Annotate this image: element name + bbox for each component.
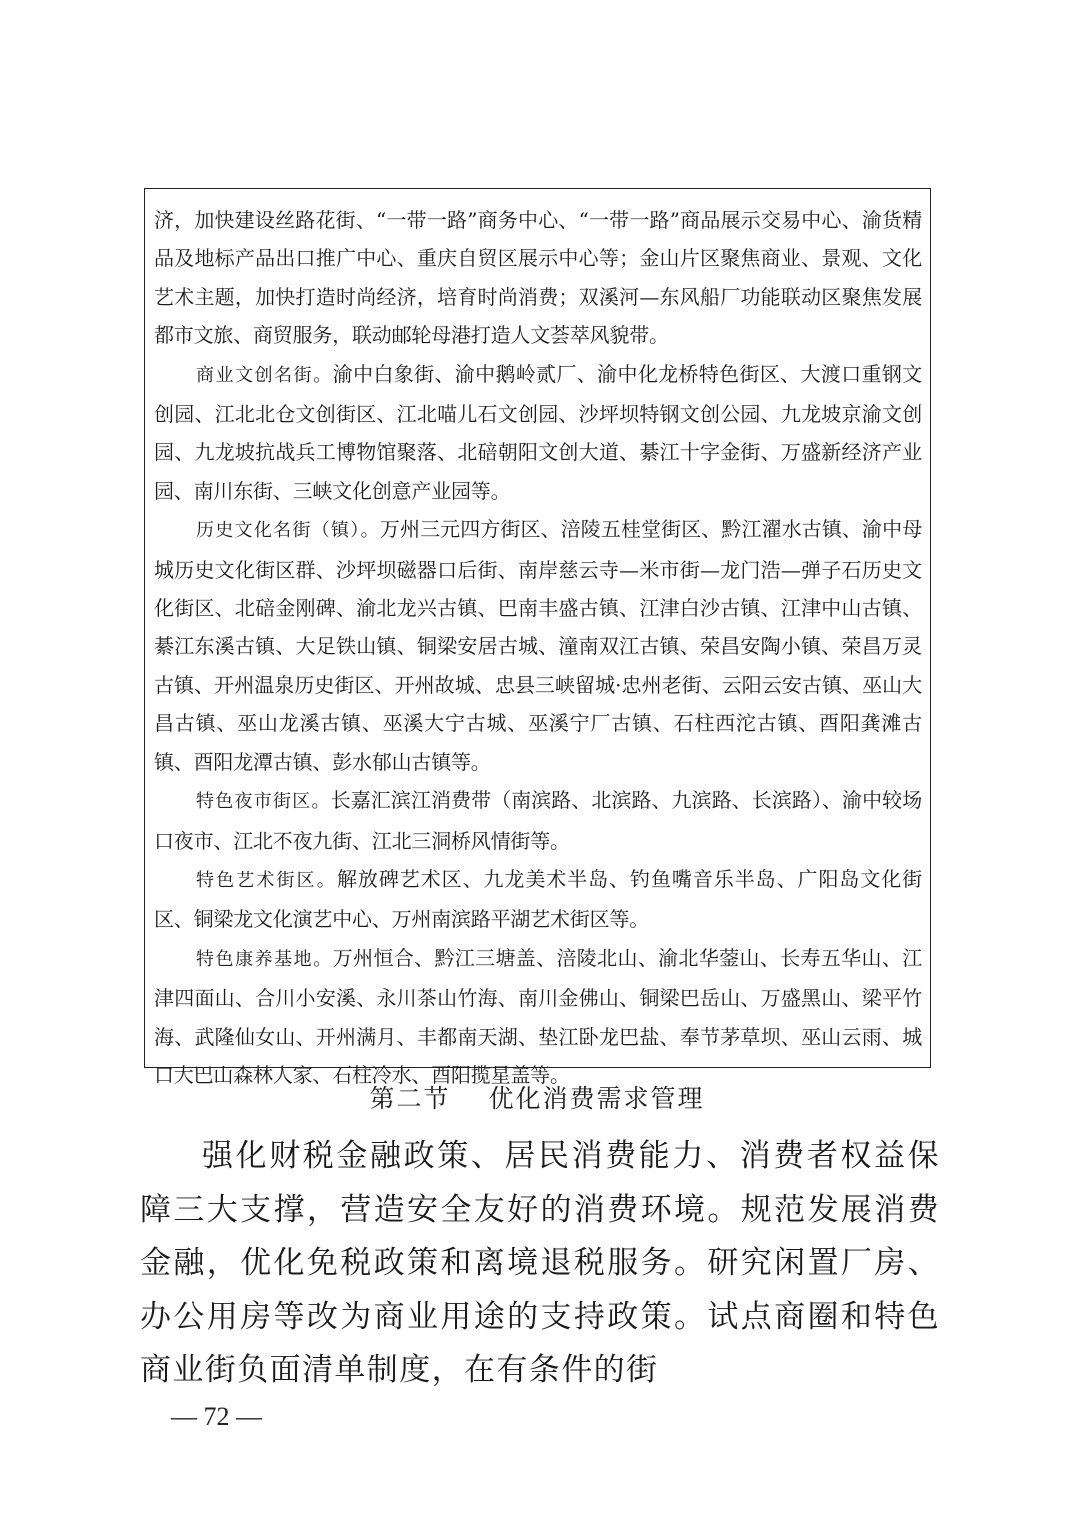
- paragraph-lead: 特色康养基地。: [196, 948, 333, 970]
- paragraph-text: 万州恒合、黔江三塘盖、涪陵北山、渝北华蓥山、长寿五华山、江津四面山、合川小安溪、永川茶山竹海、南川金佛山、铜梁巴岳山、万盛黑山、梁平竹海、武隆仙女山、开州满月、丰都南天湖、垫江卧龙巴盐、奉节茅草坝、巫山云雨、城口大巴山森林人家、石柱冷水、酉阳揽星盖等。: [154, 945, 923, 1087]
- paragraph-lead: 历史文化名街（镇）。: [196, 520, 380, 542]
- paragraph-text: 万州三元四方街区、涪陵五桂堂街区、黔江濯水古镇、渝中母城历史文化街区群、沙坪坝磁器口后街、南岸慈云寺—米市街—龙门浩—弹子石历史文化街区、北碚金刚碑、渝北龙兴古镇、巴南丰盛古镇、江津白沙古镇、江津中山古镇、綦江东溪古镇、大足铁山镇、铜梁安居古城、潼南双江古镇、荣昌安陶小镇、荣昌万灵古镇、开州温泉历史街区、开州故城、忠县三峡留城·忠州老街、云阳云安古镇、巫山大昌古镇、巫山龙溪古镇、巫溪大宁古城、巫溪宁厂古镇、石柱西沱古镇、酉阳龚滩古镇、酉阳龙潭古镇、彭水郁山古镇等。: [154, 517, 922, 774]
- paragraph-lead: 特色艺术街区。: [196, 869, 337, 891]
- section-heading: [0, 1078, 1074, 1120]
- box-paragraph: [154, 781, 922, 860]
- section-number: 第二节: [369, 1084, 451, 1113]
- paragraph-text: 渝中白象街、渝中鹅岭贰厂、渝中化龙桥特色街区、大渡口重钢文创园、江北北仓文创街区、江北喵儿石文创园、沙坪坝特钢文创公园、九龙坡京渝文创园、九龙坡抗战兵工博物馆聚落、北碚朝阳文创大道、綦江十字金街、万盛新经济产业园、南川东街、三峡文化创意产业园等。: [154, 361, 923, 503]
- box-paragraph: [154, 939, 922, 1095]
- paragraph-lead: 商业文创名街。: [196, 364, 333, 386]
- paragraph-lead: 特色夜市街区。: [196, 791, 331, 813]
- info-box: [144, 188, 931, 1087]
- paragraph-text: 解放碑艺术区、九龙美术半岛、钓鱼嘴音乐半岛、广阳岛文化街区、铜梁龙文化演艺中心、万州南滨路平湖艺术街区等。: [154, 866, 923, 932]
- body-paragraph: 强化财税金融政策、居民消费能力、消费者权益保障三大支撑，营造安全友好的消费环境。规范发展消费金融，优化免税政策和离境退税服务。研究闲置厂房、办公用房等改为商业用途的支持政策。试点商圈和特色商业街负面清单制度，在有条件的街: [140, 1138, 940, 1388]
- paragraph-text: 长嘉汇滨江消费带（南滨路、北滨路、九滨路、长滨路）、渝中较场口夜市、江北不夜九街、江北三洞桥风情街等。: [154, 788, 922, 853]
- box-paragraph: [154, 510, 922, 781]
- section-title: 优化消费需求管理: [488, 1084, 705, 1113]
- box-paragraph: [154, 355, 922, 511]
- box-paragraph: [154, 860, 922, 939]
- page-number: — 72 —: [171, 1402, 262, 1431]
- box-paragraph: 济，加快建设丝路花街、“一带一路”商务中心、“一带一路”商品展示交易中心、渝货精品及地标产品出口推广中心、重庆自贸区展示中心等；金山片区聚焦商业、景观、文化艺术主题，加快打造时尚经济，培育时尚消费；双溪河—东风船厂功能联动区聚焦发展都市文旅、商贸服务，联动邮轮母港打造人文荟萃风貌带。: [154, 208, 922, 348]
- body-text: [140, 1130, 940, 1398]
